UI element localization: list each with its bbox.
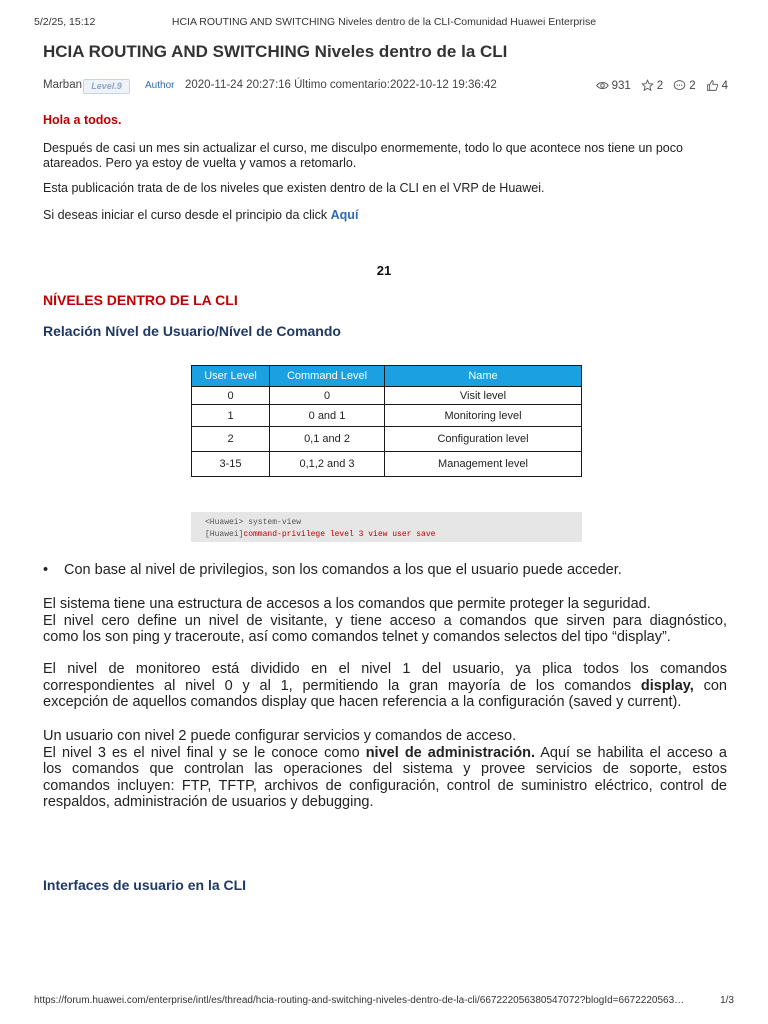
bullet-icon: • — [43, 562, 49, 578]
table-row — [192, 427, 582, 452]
section-subheading-2: Interfaces de usuario en la CLI — [43, 877, 247, 893]
comment-icon — [673, 79, 686, 92]
bold-text: display, — [640, 677, 694, 694]
table-cell: 0 — [270, 387, 385, 405]
table-cell: 0,1,2 and 3 — [270, 452, 385, 477]
print-footer — [34, 995, 734, 1009]
table-cell: 3-15 — [192, 452, 270, 477]
bullet-text: Con base al nivel de privilegios, son los comandos a los que el usuario puede acceder. — [64, 562, 622, 578]
cli-line-1: <Huawei> system-view — [205, 518, 302, 527]
print-date: 5/2/25, 15:12 — [34, 16, 96, 28]
cli-prompt: [Huawei] — [205, 530, 244, 539]
course-link-text: Si deseas iniciar el curso desde el principio da click — [43, 208, 331, 222]
text-line — [43, 678, 727, 695]
table-cell: Management level — [385, 452, 582, 477]
text-line: respaldos, administración de usuarios y debugging. — [43, 794, 374, 810]
table-header-cell: Name — [385, 366, 582, 387]
page-number: 21 — [376, 263, 392, 278]
section-subheading: Relación Nível de Usuario/Nível de Comando — [43, 323, 341, 339]
table-cell: 0 — [192, 387, 270, 405]
comment-button[interactable] — [673, 79, 695, 92]
comments-count: 2 — [689, 79, 696, 92]
favorites-count: 2 — [656, 79, 664, 92]
table-cell: 0 and 1 — [270, 405, 385, 427]
table-header-row — [192, 366, 582, 387]
intro-paragraph-3 — [43, 208, 715, 223]
intro-paragraph-2: Esta publicación trata de de los niveles que existen dentro de la CLI en el VRP de Huawei. — [43, 181, 545, 195]
page-url[interactable]: https://forum.huawei.com/enterprise/intl/es/thread/hcia-routing-and-switching-niveles-dentro-de-la-cli/667222056380547072?blogId=6672220563… — [34, 995, 685, 1006]
text-line: como los son ping y traceroute, así como comandos telnet y comandos selectos del tipo “display”. — [43, 629, 671, 645]
table-header-cell: Command Level — [270, 366, 385, 387]
text-line: excepción de aquellos comandos display que hacen referencia a la configuración (saved y current). — [43, 694, 682, 710]
thumbs-up-icon — [706, 79, 719, 92]
text-line: El sistema tiene una estructura de accesos a los comandos que permite proteger la seguridad. — [43, 596, 651, 612]
star-icon — [641, 79, 654, 92]
level-badge: Level.9 — [83, 79, 130, 94]
table-row — [192, 387, 582, 405]
table-row — [192, 405, 582, 427]
text-run: con — [693, 677, 727, 694]
post-stats — [596, 79, 728, 92]
favorite-button[interactable] — [641, 79, 663, 92]
course-link[interactable]: Aquí — [330, 208, 359, 222]
cli-command: command-privilege level 3 view user save — [243, 530, 436, 539]
author-name[interactable]: Marban — [43, 79, 82, 91]
greeting: Hola a todos. — [43, 113, 122, 127]
text-line: los comandos que controlan las operaciones del sistema y provee servicios de soporte, estos — [43, 761, 727, 777]
like-button[interactable] — [706, 79, 728, 92]
text-line: Un usuario con nivel 2 puede configurar servicios y comandos de acceso. — [43, 728, 517, 744]
table-row — [192, 452, 582, 477]
table-cell: Visit level — [385, 387, 582, 405]
text-line: El nivel de monitoreo está dividido en el nivel 1 del usuario, ya plica todos los comandos — [43, 661, 727, 677]
likes-count: 4 — [721, 79, 728, 92]
text-run: El nivel 3 es el nivel final y se le conoce como — [43, 744, 366, 761]
eye-icon — [596, 79, 609, 92]
text-run: correspondientes al nivel 0 y al 1, permitiendo la gran mayoría de los comandos — [43, 677, 641, 694]
print-page-title: HCIA ROUTING AND SWITCHING Niveles dentro de la CLI-Comunidad Huawei Enterprise — [171, 16, 597, 28]
intro-paragraph-1: Después de casi un mes sin actualizar el curso, me disculpo enormemente, todo lo que acontece nos tiene un poco atareados. Pero ya estoy de vuelta y vamos a retomarlo. — [43, 141, 683, 170]
print-header — [34, 16, 734, 30]
body-paragraph-2 — [43, 661, 727, 711]
section-heading: NÍVELES DENTRO DE LA CLI — [43, 292, 238, 308]
text-line: El nivel cero define un nivel de visitante, y tiene acceso a comandos que sirven para diagnóstico, — [43, 612, 727, 629]
table-cell: 0,1 and 2 — [270, 427, 385, 452]
table-cell: 2 — [192, 427, 270, 452]
post-dates: 2020-11-24 20:27:16 Último comentario:2022-10-12 19:36:42 — [185, 79, 497, 91]
list-item — [43, 562, 723, 578]
text-line — [43, 745, 727, 762]
text-line: comandos incluyen: FTP, TFTP, archivos de configuración, control de suministro eléctrico, control de — [43, 777, 727, 794]
cli-example — [191, 512, 582, 542]
levels-table — [191, 365, 582, 477]
body-paragraph-3 — [43, 728, 727, 811]
cli-line-2 — [205, 529, 582, 541]
author-tag: Author — [145, 80, 175, 91]
body-paragraph-1 — [43, 596, 727, 646]
post-meta — [43, 79, 728, 95]
text-run: Aquí se habilita el acceso a — [534, 744, 727, 761]
article-title: HCIA ROUTING AND SWITCHING Niveles dentro de la CLI — [43, 42, 508, 61]
table-cell: 1 — [192, 405, 270, 427]
table-header-cell: User Level — [192, 366, 270, 387]
page-counter: 1/3 — [720, 995, 734, 1006]
table-cell: Monitoring level — [385, 405, 582, 427]
bold-text: nivel de administración. — [365, 744, 535, 761]
views-stat — [596, 79, 631, 92]
views-count: 931 — [611, 79, 631, 92]
table-cell: Configuration level — [385, 427, 582, 452]
